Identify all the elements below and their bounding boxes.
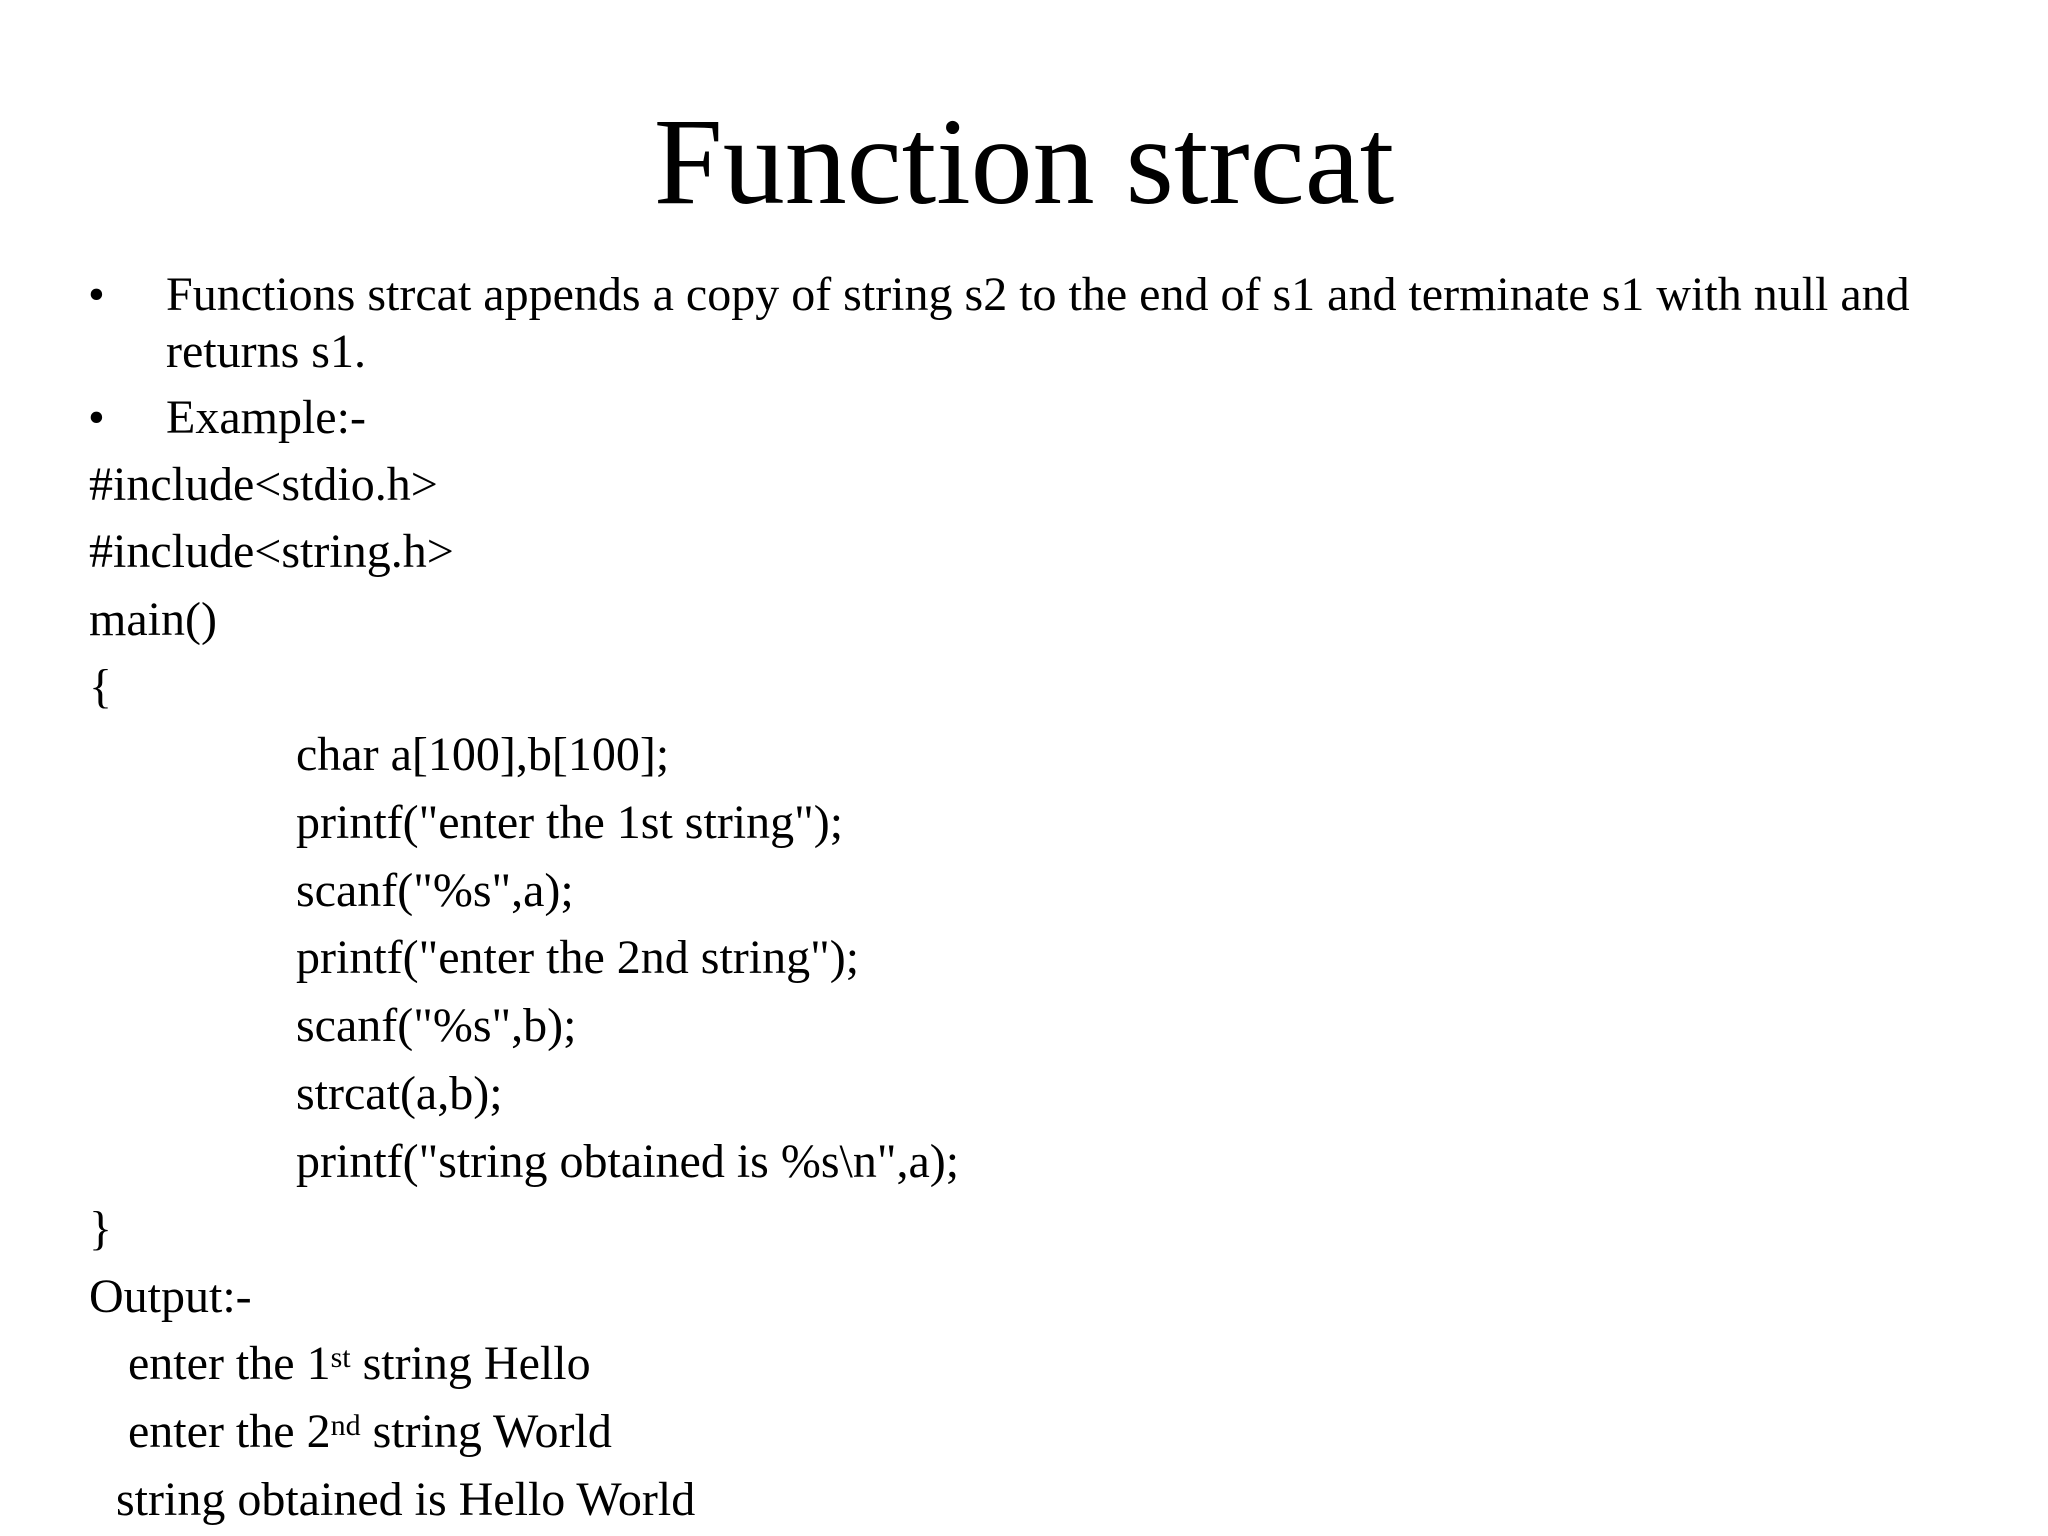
code-line: char a[100],b[100]; [296, 728, 670, 781]
slide-title: Function strcat [653, 93, 1395, 230]
output-line [128, 1403, 612, 1460]
code-line: scanf("%s",b); [296, 999, 577, 1052]
output-text: enter the 2 [128, 1405, 331, 1458]
output-text: string World [360, 1405, 612, 1458]
code-line: scanf("%s",a); [296, 864, 574, 917]
code-include-string: #include<string.h> [89, 525, 454, 578]
code-line: printf("string obtained is %s\n",a); [296, 1135, 960, 1188]
output-label: Output:- [89, 1270, 252, 1323]
output-superscript: nd [330, 1409, 361, 1442]
bullet-description [88, 266, 2008, 380]
bullet-text: Functions strcat appends a copy of string s2 to the end of s1 and terminate s1 with null and returns s1. [166, 268, 1910, 378]
output-line: string obtained is Hello World [116, 1473, 696, 1526]
code-open-brace: { [89, 660, 113, 713]
bullet-dot: • [88, 391, 105, 444]
code-line: printf("enter the 1st string"); [296, 796, 844, 849]
output-superscript: st [330, 1341, 351, 1374]
bullet-example [88, 389, 2008, 446]
code-line: printf("enter the 2nd string"); [296, 931, 860, 984]
output-text: enter the 1 [128, 1337, 331, 1390]
code-include-stdio: #include<stdio.h> [89, 458, 438, 511]
code-close-brace: } [89, 1202, 113, 1255]
bullet-dot: • [88, 268, 105, 321]
code-line: strcat(a,b); [296, 1067, 503, 1120]
bullet-text: Example:- [166, 391, 366, 444]
code-main: main() [89, 593, 217, 646]
output-line [128, 1335, 591, 1392]
output-text: string Hello [350, 1337, 591, 1390]
